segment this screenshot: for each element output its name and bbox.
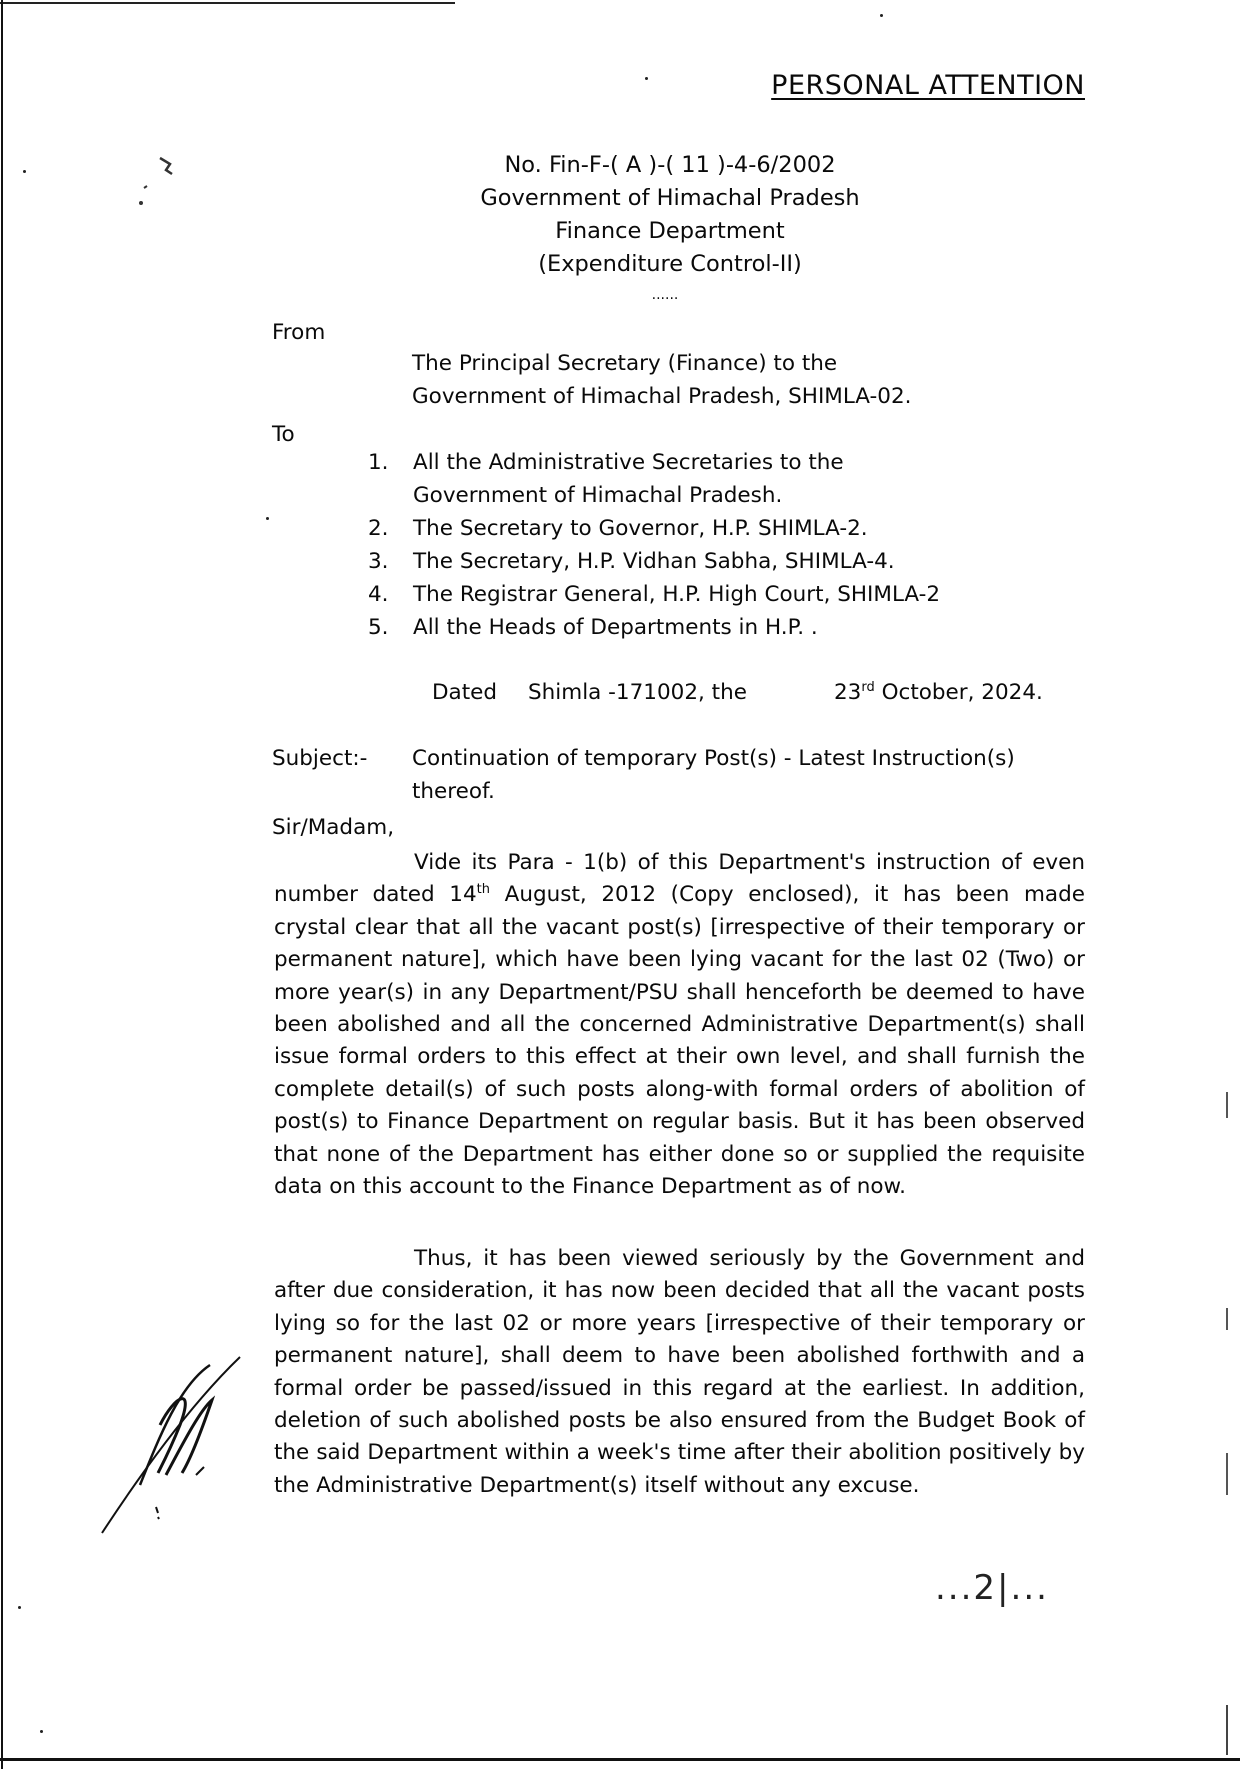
subject-line: Continuation of temporary Post(s) - Latest Instruction(s) bbox=[412, 746, 1015, 771]
date-day: 23 bbox=[834, 680, 862, 705]
scan-speck bbox=[880, 14, 883, 17]
recipient-number: 1. bbox=[368, 450, 389, 475]
stamp-mark bbox=[130, 150, 190, 210]
date-month-year: October, 2024. bbox=[881, 680, 1043, 705]
dated-place: Shimla -171002, the bbox=[528, 680, 747, 705]
para1-text-start: Vide its Para - 1(b) of this Department's instruction of even number dated 14 bbox=[274, 850, 1085, 908]
recipient-line: The Secretary to Governor, H.P. SHIMLA-2. bbox=[413, 516, 868, 541]
page-continuation: ...2|... bbox=[935, 1568, 1049, 1608]
recipient-line: All the Heads of Departments in H.P. . bbox=[413, 615, 818, 640]
from-line: Government of Himachal Pradesh, SHIMLA-02. bbox=[412, 384, 912, 409]
personal-attention-heading: PERSONAL ATTENTION bbox=[771, 70, 1085, 101]
scan-right-mark bbox=[1226, 1308, 1228, 1330]
recipient-line: Government of Himachal Pradesh. bbox=[413, 483, 783, 508]
recipient-number: 3. bbox=[368, 549, 389, 574]
para1-text-rest: August, 2012 (Copy enclosed), it has been made crystal clear that all the vacant post(s) [irrespective of their temporary or permanent nature], which have been lying vacant for the last 02 (Two) or more year(s) in any Department/PSU shall henceforth be deemed to have been abolished and all the concerned Administrative Department(s) shall issue formal orders to this effect at their own level, and shall furnish the complete detail(s) of such posts along-with formal orders of abolition of post(s) to Finance Department on regular basis. But it has been observed that none of the Department has either done so or supplied the requisite data on this account to the Finance Department as of now. bbox=[274, 882, 1085, 1200]
scan-speck bbox=[18, 1606, 21, 1609]
scan-speck bbox=[645, 77, 648, 80]
to-label: To bbox=[272, 422, 295, 447]
from-line: The Principal Secretary (Finance) to the bbox=[412, 351, 838, 376]
scan-left-edge bbox=[1, 0, 3, 1769]
date-day-suffix: rd bbox=[861, 679, 875, 695]
from-label: From bbox=[272, 320, 326, 345]
para1-date-suffix: th bbox=[476, 882, 490, 898]
government-name: Government of Himachal Pradesh bbox=[480, 185, 860, 211]
recipient-number: 5. bbox=[368, 615, 389, 640]
scan-right-mark bbox=[1226, 1453, 1228, 1495]
scan-speck bbox=[23, 170, 26, 173]
scan-right-mark bbox=[1226, 1705, 1228, 1755]
scan-right-mark bbox=[1226, 1092, 1228, 1118]
recipient-number: 4. bbox=[368, 582, 389, 607]
recipient-line: The Secretary, H.P. Vidhan Sabha, SHIMLA-4. bbox=[413, 549, 895, 574]
scan-bottom-rule bbox=[0, 1758, 1240, 1761]
header-separator: ...... bbox=[651, 287, 679, 303]
subject-label: Subject:- bbox=[272, 746, 368, 771]
recipient-line: All the Administrative Secretaries to the bbox=[413, 450, 844, 475]
recipient-number: 2. bbox=[368, 516, 389, 541]
scan-top-rule bbox=[0, 2, 455, 4]
department-name: Finance Department bbox=[555, 218, 785, 244]
salutation: Sir/Madam, bbox=[272, 815, 395, 840]
scan-speck bbox=[266, 517, 269, 520]
subject-line: thereof. bbox=[412, 779, 495, 804]
dated-date bbox=[834, 676, 1043, 709]
letter-number: No. Fin-F-( A )-( 11 )-4-6/2002 bbox=[504, 152, 836, 178]
recipient-line: The Registrar General, H.P. High Court, SHIMLA-2 bbox=[413, 582, 941, 607]
section-name: (Expenditure Control-II) bbox=[538, 251, 802, 277]
handwritten-signature bbox=[100, 1355, 250, 1535]
scan-speck bbox=[40, 1730, 43, 1733]
body-paragraph-2: Thus, it has been viewed seriously by the Government and after due consideration, it has now been decided that all the vacant posts lying so for the last 02 or more years [irrespective of their temporary or permanent nature], shall deem to have been abolished forthwith and a formal order be passed/issued in this regard at the earliest. In addition, deletion of such abolished posts be also ensured from the Budget Book of the said Department within a week's time after their abolition positively by the Administrative Department(s) itself without any excuse. bbox=[274, 1246, 1085, 1498]
dated-label: Dated bbox=[432, 680, 498, 705]
body-paragraph-1 bbox=[274, 847, 1085, 1203]
